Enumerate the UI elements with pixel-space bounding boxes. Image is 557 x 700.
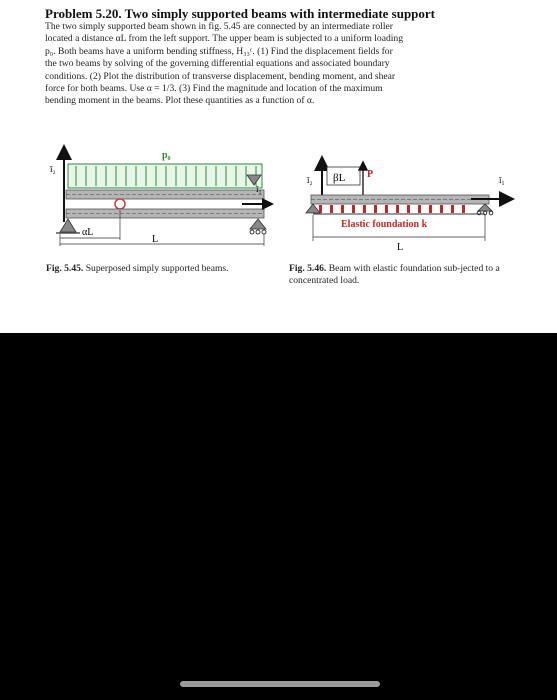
beta-length-label: βL xyxy=(333,172,346,184)
length-label: L xyxy=(152,234,159,245)
vertical-axis-label: ī₂ xyxy=(50,164,56,174)
problem-line: conditions. (2) Plot the distribution of transverse displacement, bending moment, and shear xyxy=(45,70,396,82)
uniform-load xyxy=(68,164,262,188)
load-label: p₀ xyxy=(162,150,171,161)
horizontal-axis-label: ī₁ xyxy=(256,184,262,194)
problem-statement xyxy=(45,21,515,108)
problem-line: bending moment in the beams. Plot these quantities as a function of α. xyxy=(45,95,315,107)
right-roller-support xyxy=(250,219,266,229)
horizontal-axis-label: ī₁ xyxy=(499,175,505,185)
figure-label: Fig. 5.46. xyxy=(289,263,327,274)
elastic-foundation-springs xyxy=(319,205,465,213)
figure-label: Fig. 5.45. xyxy=(46,263,84,274)
problem-line: force for both beams. Use α = 1/3. (3) Find the magnitude and location of the maximum xyxy=(45,83,383,95)
force-label: P xyxy=(367,169,374,180)
problem-title: Problem 5.20. Two simply supported beams with intermediate support xyxy=(45,6,436,21)
intermediate-roller xyxy=(115,199,125,209)
problem-line: the two beams by solving of the governing differential equations and associated boundary xyxy=(45,58,390,70)
problem-line: The two simply supported beam shown in fig. 5.45 are connected by an intermediate roller xyxy=(45,21,393,32)
caption-text: Beam with elastic foundation sub-jected to a concentrated load. xyxy=(289,263,500,286)
right-roller-support xyxy=(478,204,492,211)
home-indicator-bar[interactable] xyxy=(180,681,380,687)
figure-546-caption xyxy=(289,263,517,287)
figure-elastic-foundation xyxy=(289,155,519,255)
length-label: L xyxy=(397,242,404,253)
problem-line: p₀. Both beams have a uniform bending stiffness, H₃₃ᶜ. (1) Find the displacement fields for xyxy=(45,45,393,57)
figure-superposed-beams xyxy=(46,142,276,257)
left-pin-support xyxy=(60,219,76,232)
alpha-length-label: αL xyxy=(82,227,94,238)
vertical-axis-label: ī₂ xyxy=(307,175,313,185)
caption-text: Superposed simply supported beams. xyxy=(85,263,229,274)
foundation-label: Elastic foundation k xyxy=(341,219,428,230)
document-page xyxy=(0,0,557,333)
left-pin-support xyxy=(306,204,320,213)
problem-line: located a distance αL from the left support. The upper beam is subjected to a uniform loading xyxy=(45,33,404,45)
figure-545-caption xyxy=(46,263,274,275)
